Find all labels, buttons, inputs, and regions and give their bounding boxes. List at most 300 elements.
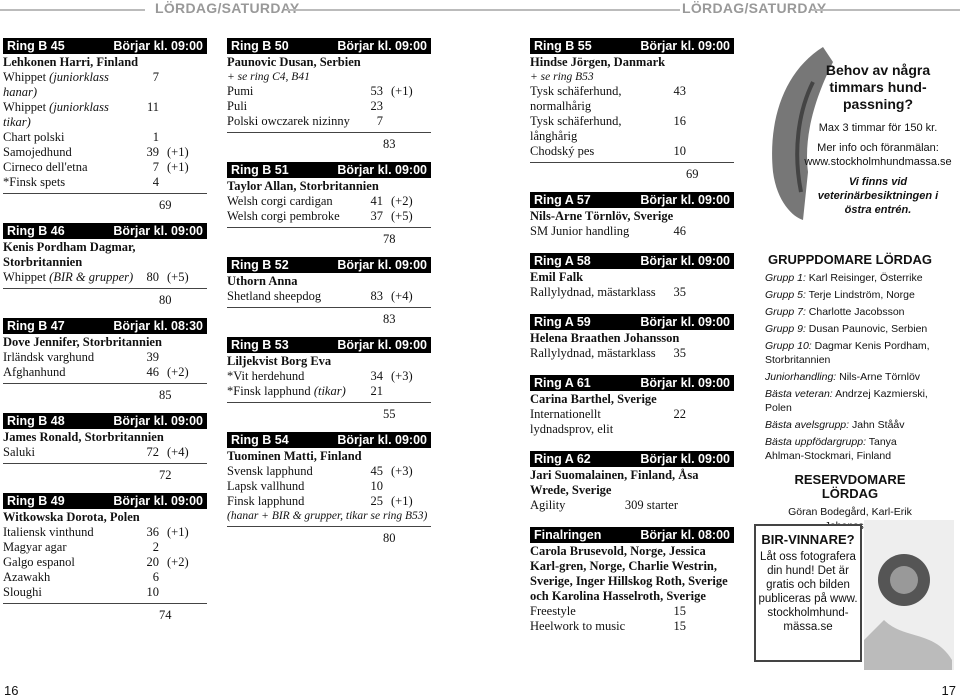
breed-name bbox=[530, 407, 662, 437]
breed-row bbox=[530, 346, 734, 361]
breed-extra bbox=[159, 70, 207, 100]
ring-name: Finalringen bbox=[534, 528, 602, 542]
ring-start-time: Börjar kl. 08:30 bbox=[113, 319, 203, 333]
breed-name bbox=[530, 346, 662, 361]
breed-name bbox=[227, 369, 359, 384]
reserve-judges: Göran Bodegård, Karl-Erik bbox=[788, 506, 912, 518]
breed-text: Internationellt lydnadsprov, elit bbox=[530, 407, 614, 436]
breed-name bbox=[3, 175, 135, 190]
breed-row bbox=[530, 144, 734, 159]
ring-start-time: Börjar kl. 09:00 bbox=[337, 258, 427, 272]
ring-header bbox=[530, 375, 734, 391]
breed-row bbox=[3, 570, 207, 585]
breed-text: Galgo espanol bbox=[3, 555, 75, 569]
breed-text: Finsk lapphund bbox=[227, 494, 305, 508]
ring-block bbox=[227, 257, 431, 327]
breed-name bbox=[3, 445, 135, 460]
judge-name: Dove Jennifer, Storbritannien bbox=[3, 335, 162, 349]
ring-header bbox=[530, 527, 734, 543]
group-judge-entry bbox=[765, 387, 935, 415]
judge-name: Witkowska Dorota, Polen bbox=[3, 510, 140, 524]
ring-header bbox=[530, 253, 734, 269]
ring-block bbox=[530, 253, 734, 300]
ring-name: Ring B 48 bbox=[7, 414, 65, 428]
breed-text: Azawakh bbox=[3, 570, 51, 584]
breed-name bbox=[227, 209, 359, 224]
ring-start-time: Börjar kl. 09:00 bbox=[337, 163, 427, 177]
breed-count: 22 bbox=[673, 407, 686, 421]
ring-name: Ring A 61 bbox=[534, 376, 591, 390]
group-judge: Jahn Stååv bbox=[851, 419, 905, 431]
breed-count: 21 bbox=[370, 384, 383, 398]
breed-name bbox=[227, 194, 359, 209]
breed-row bbox=[3, 70, 207, 100]
group-judge: Karl Reisinger, Österrike bbox=[808, 272, 923, 284]
ring-block bbox=[530, 527, 734, 634]
ring-header bbox=[3, 223, 207, 239]
breed-text: Pumi bbox=[227, 84, 254, 98]
breed-extra bbox=[686, 346, 734, 361]
judge-name: Hindse Jörgen, Danmark bbox=[530, 55, 666, 69]
breed-extra: (+1) bbox=[391, 494, 413, 508]
breed-text: *Finsk lapphund bbox=[227, 384, 314, 398]
breed-extra bbox=[383, 99, 431, 114]
judge-name: Helena Braathen Johansson bbox=[530, 331, 680, 345]
breed-class: (BIR & grupper) bbox=[49, 270, 134, 284]
ring-name: Ring B 55 bbox=[534, 39, 592, 53]
group-judge-entry bbox=[765, 305, 935, 319]
breed-row bbox=[227, 84, 431, 99]
ring-total: 83 bbox=[383, 137, 396, 151]
breed-extra: (+2) bbox=[167, 555, 189, 569]
group-label: Bästa veteran: bbox=[765, 388, 833, 400]
ring-header bbox=[227, 432, 431, 448]
breed-extra: (+2) bbox=[391, 194, 413, 208]
ring-name: Ring B 51 bbox=[231, 163, 289, 177]
breed-extra bbox=[159, 350, 207, 365]
breed-row bbox=[530, 619, 734, 634]
breed-text: Rallylydnad, mästarklass bbox=[530, 285, 656, 299]
ring-start-time: Börjar kl. 09:00 bbox=[337, 39, 427, 53]
judge-name: Carola Brusevold, Norge, Jessica Karl-gren, Norge, Charlie Westrin, Sverige, Inger Hillskog Roth, Sverige och Karolina Hasselroth, Sverige bbox=[530, 544, 728, 603]
ring-start-time: Börjar kl. 09:00 bbox=[113, 224, 203, 238]
breed-text: Samojedhund bbox=[3, 145, 72, 159]
group-label: Grupp 7: bbox=[765, 306, 806, 318]
breed-count: 15 bbox=[673, 619, 686, 633]
breed-name bbox=[227, 464, 359, 479]
breed-extra bbox=[686, 224, 734, 239]
breed-name bbox=[3, 525, 135, 540]
group-judge: Dagmar Kenis Pordham, Storbritannien bbox=[765, 340, 930, 366]
ring-start-time: Börjar kl. 09:00 bbox=[113, 414, 203, 428]
ring-header bbox=[530, 38, 734, 54]
ring-block bbox=[530, 38, 734, 182]
breed-count: 20 bbox=[146, 555, 159, 569]
ring-block bbox=[3, 38, 207, 213]
breed-row bbox=[530, 498, 734, 513]
group-judges-title: GRUPPDOMARE LÖRDAG bbox=[768, 252, 932, 267]
breed-row bbox=[227, 99, 431, 114]
breed-row bbox=[3, 100, 207, 130]
group-judge-entry bbox=[765, 418, 935, 432]
breed-text: Whippet bbox=[3, 70, 50, 84]
ad-title: Behov av några timmars hund-passning? bbox=[825, 62, 931, 112]
ring-block bbox=[530, 192, 734, 239]
ring-total: 78 bbox=[383, 232, 396, 246]
ring-name: Ring B 47 bbox=[7, 319, 65, 333]
breed-extra bbox=[686, 619, 734, 634]
breed-name bbox=[227, 479, 359, 494]
breed-extra: (+5) bbox=[167, 270, 189, 284]
breed-count: 83 bbox=[370, 289, 383, 303]
breed-row bbox=[3, 270, 207, 285]
ring-start-time: Börjar kl. 08:00 bbox=[640, 528, 730, 542]
breed-row bbox=[3, 555, 207, 570]
breed-text: Cirneco dell'etna bbox=[3, 160, 88, 174]
breed-extra bbox=[686, 114, 734, 144]
breed-extra: (+2) bbox=[167, 365, 189, 379]
breed-count: 7 bbox=[152, 160, 159, 174]
breed-count: 25 bbox=[370, 494, 383, 508]
breed-text: Lapsk vallhund bbox=[227, 479, 305, 493]
ring-name: Ring B 45 bbox=[7, 39, 65, 53]
breed-text: Saluki bbox=[3, 445, 35, 459]
breed-row bbox=[3, 130, 207, 145]
breed-extra bbox=[159, 585, 207, 600]
page-number-left: 16 bbox=[4, 683, 19, 698]
breed-name bbox=[3, 570, 135, 585]
group-label: Grupp 1: bbox=[765, 272, 806, 284]
breed-extra bbox=[159, 100, 207, 130]
breed-extra: (+4) bbox=[391, 289, 413, 303]
breed-extra bbox=[159, 175, 207, 190]
breed-row bbox=[530, 84, 734, 114]
breed-row bbox=[3, 585, 207, 600]
ring-start-time: Börjar kl. 09:00 bbox=[337, 433, 427, 447]
breed-extra bbox=[686, 407, 734, 437]
breed-name bbox=[3, 350, 135, 365]
breed-text: *Finsk spets bbox=[3, 175, 66, 189]
ring-start-time: Börjar kl. 09:00 bbox=[640, 452, 730, 466]
ring-name: Ring B 52 bbox=[231, 258, 289, 272]
breed-row bbox=[227, 194, 431, 209]
breed-name bbox=[530, 84, 662, 114]
breed-text: Welsh corgi pembroke bbox=[227, 209, 340, 223]
ad-line-2: Mer info och föranmälan: bbox=[817, 142, 939, 154]
breed-name bbox=[227, 114, 359, 129]
group-judge-entry bbox=[765, 339, 935, 367]
breed-text: Heelwork to music bbox=[530, 619, 626, 633]
group-label: Bästa uppfödargrupp: bbox=[765, 436, 866, 448]
group-judge-entry bbox=[765, 271, 935, 285]
breed-text: SM Junior handling bbox=[530, 224, 630, 238]
breed-row bbox=[227, 369, 431, 384]
ring-header bbox=[3, 493, 207, 509]
breed-name bbox=[530, 498, 625, 513]
breed-row bbox=[3, 445, 207, 460]
ring-header bbox=[3, 318, 207, 334]
ring-total: 85 bbox=[159, 388, 172, 402]
ring-total: 69 bbox=[159, 198, 172, 212]
breed-name bbox=[227, 99, 359, 114]
reserve-judges-title: RESERVDOMARE LÖRDAG bbox=[794, 472, 906, 501]
ring-total: 80 bbox=[383, 531, 396, 545]
judge-name: Lehkonen Harri, Finland bbox=[3, 55, 139, 69]
ring-header bbox=[227, 162, 431, 178]
judge-name: Liljekvist Borg Eva bbox=[227, 354, 332, 368]
breed-text: Magyar agar bbox=[3, 540, 67, 554]
ring-block bbox=[3, 493, 207, 623]
judge-name: Taylor Allan, Storbritannien bbox=[227, 179, 379, 193]
breed-extra bbox=[159, 570, 207, 585]
ring-block bbox=[530, 451, 734, 513]
ring-name: Ring A 62 bbox=[534, 452, 591, 466]
breed-count: 11 bbox=[146, 100, 159, 114]
breed-row bbox=[530, 604, 734, 619]
group-label: Juniorhandling: bbox=[765, 371, 837, 383]
breed-text: Welsh corgi cardigan bbox=[227, 194, 333, 208]
breed-name bbox=[227, 84, 359, 99]
breed-row bbox=[227, 209, 431, 224]
breed-text: Freestyle bbox=[530, 604, 576, 618]
group-judge-entry bbox=[765, 370, 935, 384]
group-judge: Andrzej Kazmierski, Polen bbox=[765, 388, 928, 414]
breed-name bbox=[530, 285, 662, 300]
breed-name bbox=[3, 270, 135, 285]
ring-total: 72 bbox=[159, 468, 172, 482]
group-judge: Tanya Ahlman-Stockmari, Finland bbox=[765, 436, 897, 462]
breed-extra: (+3) bbox=[391, 464, 413, 478]
ring-block bbox=[3, 413, 207, 483]
header-rule-left-2 bbox=[287, 9, 680, 11]
ad-line-3: Vi finns vid veterinärbesiktningen i östra entrén. bbox=[817, 176, 939, 216]
breed-text: Sloughi bbox=[3, 585, 42, 599]
judge-name: Emil Falk bbox=[530, 270, 584, 284]
group-label: Grupp 10: bbox=[765, 340, 812, 352]
group-label: Bästa avelsgrupp: bbox=[765, 419, 850, 431]
column-1 bbox=[3, 38, 207, 633]
ring-start-time: Börjar kl. 09:00 bbox=[640, 193, 730, 207]
breed-count: 4 bbox=[152, 175, 159, 189]
breed-extra: (+1) bbox=[391, 84, 413, 98]
ring-name: Ring A 58 bbox=[534, 254, 591, 268]
breed-count: 6 bbox=[152, 570, 159, 584]
breed-class: (juniorklass tikar) bbox=[3, 100, 109, 129]
ring-header bbox=[227, 257, 431, 273]
ring-start-time: Börjar kl. 09:00 bbox=[640, 315, 730, 329]
breed-extra bbox=[159, 540, 207, 555]
ring-header bbox=[530, 451, 734, 467]
breed-count: 45 bbox=[370, 464, 383, 478]
breed-row bbox=[3, 145, 207, 160]
breed-count: 10 bbox=[673, 144, 686, 158]
ring-block bbox=[530, 375, 734, 437]
breed-count: 80 bbox=[146, 270, 159, 284]
ring-name: Ring A 59 bbox=[534, 315, 591, 329]
breed-extra bbox=[383, 114, 431, 129]
breed-count: 23 bbox=[370, 99, 383, 113]
breed-text: Puli bbox=[227, 99, 248, 113]
ring-header bbox=[3, 38, 207, 54]
breed-row bbox=[530, 407, 734, 437]
breed-name bbox=[3, 160, 135, 175]
breed-extra bbox=[383, 384, 431, 399]
breed-count: 39 bbox=[146, 145, 159, 159]
ring-start-time: Börjar kl. 09:00 bbox=[640, 254, 730, 268]
breed-text: Tysk schäferhund, långhårig bbox=[530, 114, 622, 143]
breed-extra bbox=[686, 498, 734, 513]
breed-name bbox=[227, 494, 359, 509]
breed-row bbox=[227, 384, 431, 399]
breed-name bbox=[227, 289, 359, 304]
breed-name bbox=[530, 114, 662, 144]
breed-name bbox=[3, 365, 135, 380]
breed-count: 37 bbox=[370, 209, 383, 223]
ring-block bbox=[3, 223, 207, 308]
judge-name: Jari Suomalainen, Finland, Åsa Wrede, Sverige bbox=[530, 468, 699, 497]
ring-name: Ring B 53 bbox=[231, 338, 289, 352]
breed-count: 15 bbox=[673, 604, 686, 618]
breed-count: 10 bbox=[370, 479, 383, 493]
breed-name bbox=[3, 555, 135, 570]
ring-start-time: Börjar kl. 09:00 bbox=[640, 376, 730, 390]
camera-dog-photo bbox=[864, 520, 954, 670]
breed-name bbox=[3, 540, 135, 555]
breed-name bbox=[3, 585, 135, 600]
ring-total: 69 bbox=[686, 167, 699, 181]
breed-count: 35 bbox=[673, 346, 686, 360]
bir-photo-ad bbox=[754, 524, 862, 662]
breed-extra bbox=[686, 285, 734, 300]
breed-row bbox=[530, 114, 734, 144]
breed-text: Chart polski bbox=[3, 130, 65, 144]
breed-name bbox=[3, 100, 135, 130]
page-number-right: 17 bbox=[941, 683, 956, 698]
judge-name: Carina Barthel, Sverige bbox=[530, 392, 657, 406]
ring-note: + se ring B53 bbox=[530, 71, 594, 83]
breed-text: *Vit herdehund bbox=[227, 369, 305, 383]
breed-extra: (+1) bbox=[167, 145, 189, 159]
group-judge: Terje Lindström, Norge bbox=[808, 289, 915, 301]
breed-count: 10 bbox=[146, 585, 159, 599]
group-judge-entry bbox=[765, 322, 935, 336]
breed-extra bbox=[159, 130, 207, 145]
breed-row bbox=[227, 494, 431, 509]
header-rule-left bbox=[0, 9, 145, 11]
breed-class: (tikar) bbox=[313, 384, 346, 398]
ad-url[interactable]: www.stockholmhundmassa.se bbox=[804, 156, 952, 168]
breed-count: 309 starter bbox=[624, 498, 678, 512]
breed-extra: (+3) bbox=[391, 369, 413, 383]
breed-count: 43 bbox=[673, 84, 686, 98]
breed-text: Chodský pes bbox=[530, 144, 595, 158]
ring-header bbox=[530, 314, 734, 330]
ring-start-time: Börjar kl. 09:00 bbox=[337, 338, 427, 352]
breed-row bbox=[3, 365, 207, 380]
breed-name bbox=[530, 144, 662, 159]
breed-text: Svensk lapphund bbox=[227, 464, 313, 478]
ring-name: Ring B 49 bbox=[7, 494, 65, 508]
breed-extra bbox=[686, 84, 734, 114]
breed-count: 1 bbox=[152, 130, 159, 144]
ring-name: Ring B 54 bbox=[231, 433, 289, 447]
column-3 bbox=[530, 38, 734, 648]
ring-header bbox=[3, 413, 207, 429]
bir-ad-title: BIR-VINNARE? bbox=[761, 532, 855, 547]
breed-text: Whippet bbox=[3, 100, 50, 114]
breed-text: Shetland sheepdog bbox=[227, 289, 322, 303]
breed-extra: (+1) bbox=[167, 525, 189, 539]
breed-extra bbox=[686, 144, 734, 159]
breed-count: 7 bbox=[152, 70, 159, 84]
group-label: Grupp 9: bbox=[765, 323, 806, 335]
breed-row bbox=[227, 464, 431, 479]
breed-class: (juniorklass hanar) bbox=[3, 70, 109, 99]
breed-row bbox=[3, 160, 207, 175]
group-judge-entry bbox=[765, 435, 935, 463]
ring-block bbox=[227, 432, 431, 546]
breed-row bbox=[3, 350, 207, 365]
breed-text: Polski owczarek nizinny bbox=[227, 114, 350, 128]
ring-block bbox=[530, 314, 734, 361]
ring-header bbox=[530, 192, 734, 208]
breed-name bbox=[227, 384, 359, 399]
breed-name bbox=[3, 145, 135, 160]
breed-text: Italiensk vinthund bbox=[3, 525, 94, 539]
ring-header bbox=[227, 38, 431, 54]
ring-block bbox=[227, 337, 431, 422]
breed-text: Agility bbox=[530, 498, 566, 512]
breed-count: 34 bbox=[370, 369, 383, 383]
breed-count: 2 bbox=[152, 540, 159, 554]
breed-row bbox=[3, 525, 207, 540]
ring-total: 74 bbox=[159, 608, 172, 622]
group-judges bbox=[765, 253, 935, 536]
ring-block bbox=[227, 38, 431, 152]
group-judge: Nils-Arne Törnlöv bbox=[839, 371, 921, 383]
ring-note: + se ring C4, B41 bbox=[227, 71, 310, 83]
breed-extra: (+1) bbox=[167, 160, 189, 174]
ring-block bbox=[3, 318, 207, 403]
group-judge: Charlotte Jacobsson bbox=[808, 306, 905, 318]
ring-total: 83 bbox=[383, 312, 396, 326]
breed-name bbox=[3, 70, 135, 100]
breed-count: 72 bbox=[146, 445, 159, 459]
ring-total: 55 bbox=[383, 407, 396, 421]
breed-row bbox=[227, 114, 431, 129]
header-left: LÖRDAG/SATURDAY bbox=[155, 0, 300, 16]
breed-text: Afghanhund bbox=[3, 365, 66, 379]
breed-extra bbox=[686, 604, 734, 619]
header-rule-right bbox=[812, 9, 960, 11]
judge-name: Tuominen Matti, Finland bbox=[227, 449, 362, 463]
breed-count: 16 bbox=[673, 114, 686, 128]
breed-count: 53 bbox=[370, 84, 383, 98]
ring-header bbox=[227, 337, 431, 353]
judge-name: James Ronald, Storbritannien bbox=[3, 430, 164, 444]
breed-extra: (+4) bbox=[167, 445, 189, 459]
breed-extra: (+5) bbox=[391, 209, 413, 223]
dog-sitting-ad bbox=[763, 42, 953, 234]
header-right: LÖRDAG/SATURDAY bbox=[682, 0, 827, 16]
breed-count: 46 bbox=[146, 365, 159, 379]
ring-start-time: Börjar kl. 09:00 bbox=[113, 494, 203, 508]
breed-count: 39 bbox=[146, 350, 159, 364]
breed-row bbox=[530, 224, 734, 239]
breed-count: 41 bbox=[370, 194, 383, 208]
judge-name: Kenis Pordham Dagmar, Storbritannien bbox=[3, 240, 136, 269]
breed-text: Rallylydnad, mästarklass bbox=[530, 346, 656, 360]
